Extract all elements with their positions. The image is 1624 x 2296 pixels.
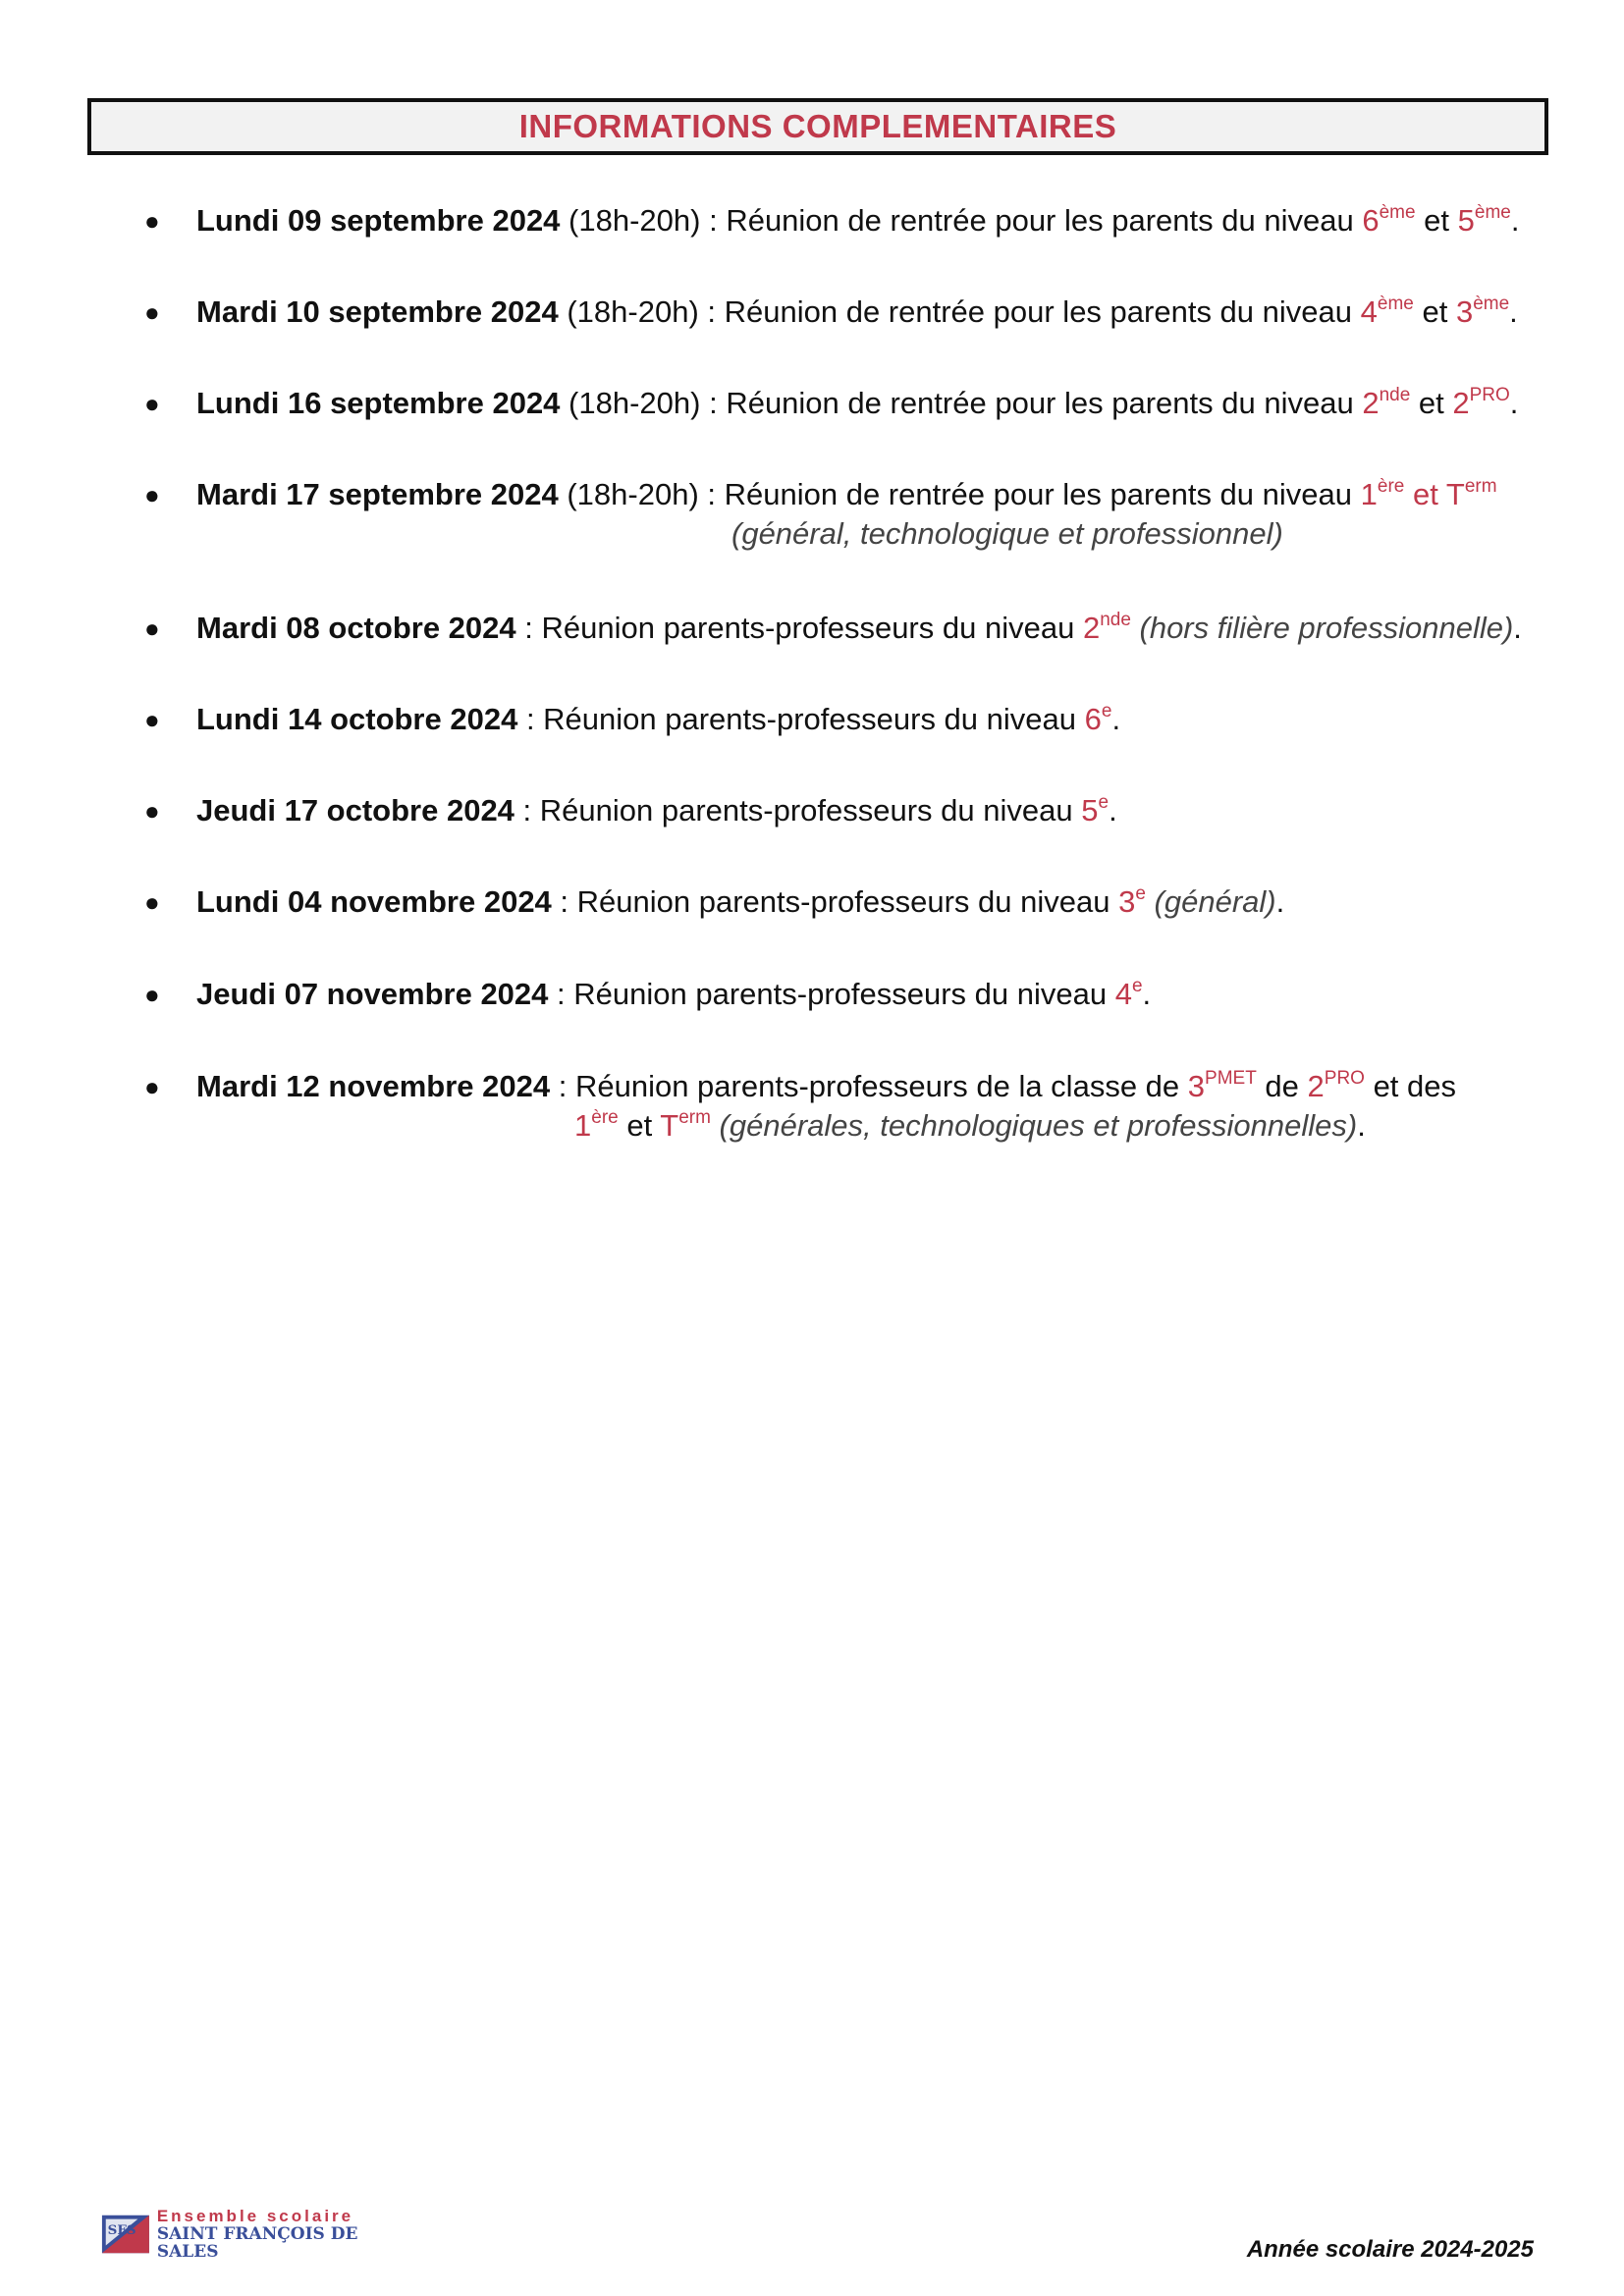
svg-text:SFS: SFS bbox=[107, 2222, 136, 2238]
bullet-icon: ● bbox=[144, 1072, 160, 1101]
bullet-icon: ● bbox=[144, 206, 160, 236]
page-title: INFORMATIONS COMPLEMENTAIRES bbox=[518, 108, 1117, 144]
school-logo bbox=[100, 2207, 414, 2262]
logo-line-2: SAINT FRANÇOIS DE SALES bbox=[156, 2224, 358, 2262]
bullet-icon: ● bbox=[144, 297, 160, 327]
section-title-box bbox=[87, 98, 1548, 155]
footer-school-year: Année scolaire 2024-2025 bbox=[1246, 2236, 1534, 2263]
bullet-icon: ● bbox=[144, 980, 160, 1009]
bullet-icon: ● bbox=[144, 389, 160, 418]
bullet-icon: ● bbox=[144, 796, 160, 826]
bullet-icon: ● bbox=[144, 887, 160, 917]
logo-line-1: Ensemble scolaire bbox=[156, 2207, 354, 2225]
bullet-icon: ● bbox=[144, 480, 160, 509]
bullet-icon: ● bbox=[144, 614, 160, 643]
bullet-icon: ● bbox=[144, 705, 160, 734]
shield-logo-icon bbox=[100, 2211, 151, 2258]
